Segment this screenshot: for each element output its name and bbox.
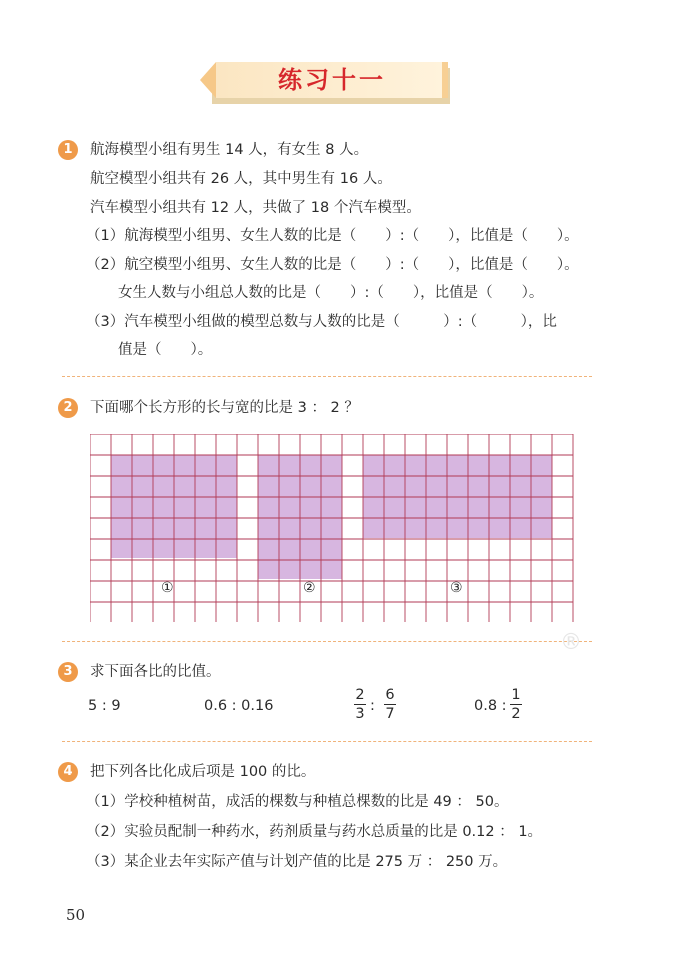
rectangle-grid xyxy=(90,434,574,622)
q1-sub-3b: 值是（ ）。 xyxy=(118,342,213,358)
q4-item-1: （1）学校种植树苗，成活的棵数与种植总棵数的比是 49 ： 50。 xyxy=(86,794,509,810)
divider-1 xyxy=(62,376,592,377)
fraction-2-3 xyxy=(354,687,366,722)
numerator: 6 xyxy=(385,687,395,703)
question-2-badge: 2 xyxy=(58,398,78,418)
question-3-badge: 3 xyxy=(58,662,78,682)
ratio-colon: : xyxy=(370,698,375,714)
ratio-lead: 0.8 : xyxy=(474,698,507,714)
q3-text: 求下面各比的比值。 xyxy=(90,664,221,680)
fraction-6-7 xyxy=(384,687,396,722)
numerator: 2 xyxy=(355,687,365,703)
page-title: 练习十一 xyxy=(278,65,386,94)
question-4-badge: 4 xyxy=(58,762,78,782)
ratio-expr-1: 5 : 9 xyxy=(88,698,121,714)
question-1-badge: 1 xyxy=(58,140,78,160)
q1-sub-2: （2）航空模型小组男、女生人数的比是（ ）:（ ），比值是（ ）。 xyxy=(86,257,579,273)
denominator: 3 xyxy=(355,706,365,722)
q4-item-2: （2）实验员配制一种药水，药剂质量与药水总质量的比是 0.12 ： 1。 xyxy=(86,824,543,840)
q1-sub-3: （3）汽车模型小组做的模型总数与人数的比是（ ）:（ ），比 xyxy=(86,314,557,330)
rect-3 xyxy=(363,455,552,538)
page-number: 50 xyxy=(66,906,86,924)
fraction-1-2 xyxy=(510,687,522,722)
q4-item-3: （3）某企业去年实际产值与计划产值的比是 275 万 ： 250 万。 xyxy=(86,854,508,870)
title-banner xyxy=(200,62,448,98)
q1-sub-1: （1）航海模型小组男、女生人数的比是（ ）:（ ），比值是（ ）。 xyxy=(86,228,579,244)
rect-3-label: ③ xyxy=(450,580,463,596)
rect-1-label: ① xyxy=(161,580,174,596)
denominator: 2 xyxy=(511,706,521,722)
q2-text: 下面哪个长方形的长与宽的比是 3 ： 2 ？ xyxy=(90,400,359,416)
denominator: 7 xyxy=(385,706,395,722)
q1-line-1: 航海模型小组有男生 14 人，有女生 8 人。 xyxy=(90,142,369,158)
q1-line-3: 汽车模型小组共有 12 人，共做了 18 个汽车模型。 xyxy=(90,200,421,216)
rect-2-label: ② xyxy=(303,580,316,596)
numerator: 1 xyxy=(511,687,521,703)
divider-3 xyxy=(62,741,592,742)
q4-text: 把下列各比化成后项是 100 的比。 xyxy=(90,764,316,780)
ratio-expr-2: 0.6 : 0.16 xyxy=(204,698,274,714)
q1-sub-2b: 女生人数与小组总人数的比是（ ）:（ ），比值是（ ）。 xyxy=(118,285,544,301)
divider-2 xyxy=(62,641,592,642)
q1-line-2: 航空模型小组共有 26 人，其中男生有 16 人。 xyxy=(90,171,392,187)
registered-mark-icon: ® xyxy=(560,630,582,655)
banner-arrow-icon xyxy=(200,62,216,98)
